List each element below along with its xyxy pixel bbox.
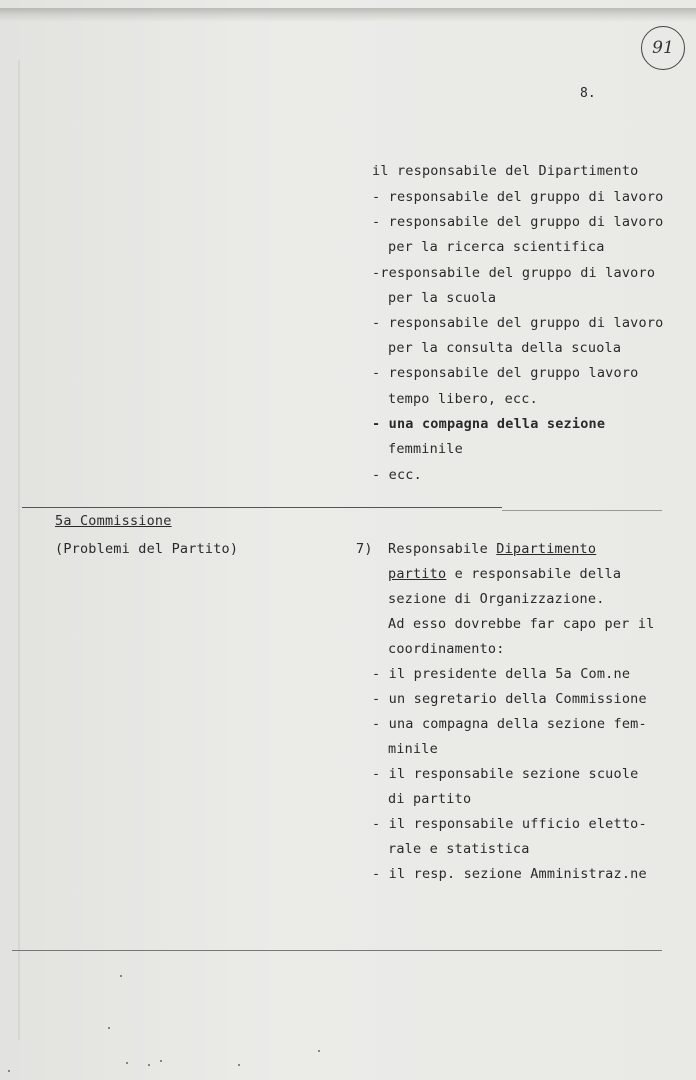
list-item: - il presidente della 5a Com.ne (372, 666, 631, 682)
text-line: Ad esso dovrebbe far capo per il (388, 616, 655, 632)
scan-speck (318, 1050, 320, 1052)
text-segment: e responsabile della (446, 566, 622, 582)
text-line: di partito (388, 791, 472, 807)
section-divider (22, 507, 502, 508)
text-line: per la scuola (388, 290, 497, 306)
scan-speck (238, 1064, 240, 1066)
section-divider-faint (502, 510, 662, 511)
list-item: - responsabile del gruppo di lavoro (372, 189, 664, 205)
list-item: - responsabile del gruppo di lavoro (372, 214, 664, 230)
list-item: - un segretario della Commissione (372, 691, 647, 707)
scan-speck (120, 975, 122, 977)
list-item: - il resp. sezione Amministraz.ne (372, 866, 647, 882)
underlined-term: partito (388, 566, 447, 582)
text-line: minile (388, 741, 438, 757)
list-item: - ecc. (372, 467, 422, 483)
text-line: tempo libero, ecc. (388, 391, 538, 407)
scan-speck (148, 1064, 150, 1066)
scan-speck (126, 1062, 128, 1064)
list-item: - una compagna della sezione fem- (372, 716, 647, 732)
list-item: - responsabile del gruppo lavoro (372, 365, 639, 381)
text-line: il responsabile del Dipartimento (372, 163, 639, 179)
item-number: 7) (356, 541, 373, 557)
page-stamp: 91 (641, 26, 685, 70)
scan-fold-line (18, 60, 20, 1040)
list-item: - una compagna della sezione (372, 416, 606, 432)
scan-top-edge (0, 8, 696, 22)
text-line: sezione di Organizzazione. (388, 591, 605, 607)
commission-subtitle: (Problemi del Partito) (55, 541, 239, 557)
text-line (388, 566, 621, 582)
text-line: coordinamento: (388, 641, 505, 657)
scan-speck (8, 1070, 10, 1072)
scan-speck (160, 1060, 162, 1062)
underlined-term: Dipartimento (496, 541, 597, 557)
text-line: rale e statistica (388, 841, 530, 857)
text-line: per la ricerca scientifica (388, 239, 605, 255)
commission-title: 5a Commissione (55, 513, 172, 529)
page-number: 8. (580, 86, 596, 101)
bottom-divider (12, 950, 662, 951)
list-item: - responsabile del gruppo di lavoro (372, 315, 664, 331)
text-line: femminile (388, 441, 463, 457)
text-line (388, 541, 596, 557)
text-segment: Responsabile (388, 541, 497, 557)
list-item: - il responsabile ufficio eletto- (372, 816, 647, 832)
list-item: - il responsabile sezione scuole (372, 766, 639, 782)
scan-speck (108, 1027, 110, 1029)
list-item: -responsabile del gruppo di lavoro (372, 265, 656, 281)
text-line: per la consulta della scuola (388, 340, 622, 356)
